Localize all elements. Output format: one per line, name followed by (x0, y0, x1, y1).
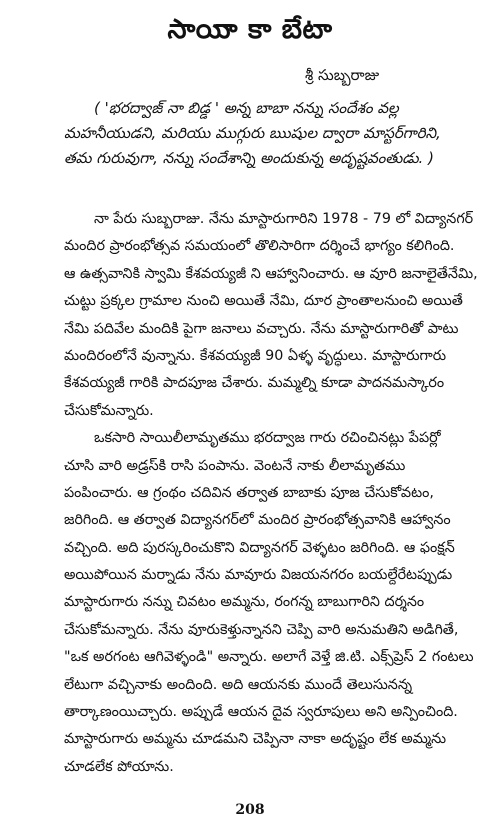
text-line: చేసుకోమన్నారు. నేను వూరుకెళ్తున్నానని చెప్పి వారి అనుమతిని అడిగితే, (64, 621, 459, 638)
text-line: "ఒక అరగంట ఆగివెళ్ళండి" అన్నారు. అలాగే వెళ్తే జి.టి. ఎక్స్‌ప్రెస్ 2 గంటలు (64, 649, 474, 666)
page-number: 208 (235, 802, 265, 818)
text-line: చేసుకోమన్నారు. (64, 402, 154, 419)
text-line: తార్కాణంయిచ్చారు. అప్పుడే ఆయన దైవ స్వరూపులు అని అన్పించింది. (64, 704, 458, 721)
text-line: నేమి పదివేల మందికి పైగా జనాలు వచ్చారు. నేను మాస్టారుగారితో పాటు (64, 320, 459, 337)
text-line: జరిగింది. ఆ తర్వాత విద్యానగర్‌లో మందిర ప్రారంభోత్సవానికి ఆహ్వానం (64, 512, 451, 529)
text-line: మందిరంలోనే వున్నాను. కేశవయ్యజీ 90 ఏళ్ళ వృద్ధులు. మాస్టారుగారు (64, 347, 447, 364)
text-line: చుట్టు ప్రక్కల గ్రామాల నుంచి అయితే నేమి, దూర ప్రాంతాలనుంచి అయితే (64, 293, 463, 310)
text-line: వచ్చింది. అది పురస్కరించుకొని విద్యానగర్ వెళ్ళటం జరిగింది. ఆ ఫంక్షన్ (64, 539, 455, 556)
text-line: మాస్టారుగారు అమ్మను చూడమని చెప్పినా నాకా అదృష్టం లేక అమ్మను (64, 731, 447, 748)
intro-paragraph (64, 96, 484, 171)
text-line: లేటుగా వచ్చినాకు అందింది. అది ఆయనకు ముందే తెలుసునన్న (64, 676, 413, 693)
page-title: సాయిా కా బేటా (167, 14, 333, 45)
text-line: కేశవయ్యజీ గారికి పాదపూజ చేశారు. మమ్మల్ని కూడా పాదనమస్కారం (64, 375, 445, 392)
text-line: ఆ ఉత్సవానికి స్వామి కేశవయ్యజీ ని ఆహ్వానించారు. ఆ వూరి జనాలైతేనేమి, (64, 265, 478, 282)
text-line: మాస్టారుగారు నన్ను చివటం అమ్మను, రంగన్న బాబుగారిని దర్శనం (64, 594, 425, 611)
intro-line: ( 'భరద్వాజ్ నా బిడ్డ ' అన్న బాబా నన్ను సందేశం వల్ల (94, 99, 399, 117)
text-line: పంపించారు. ఆ గ్రంథం చదివిన తర్వాత బాబాకు పూజ చేసుకోవటం, (64, 484, 434, 501)
paragraph-first-line: నా పేరు సుబ్బరాజు. నేను మాస్టారుగారిని 1978 - 79 లో విద్యానగర్ (94, 211, 474, 227)
text-line: మందిర ప్రారంభోత్సవ సమయంలో తొలిసారిగా దర్శించే భాగ్యం కలిగింది. (64, 238, 455, 255)
paragraph-first-line: ఒకసారి సాయిలీలామృతము భరద్వాజ గారు రచించినట్లు పేపర్లో (94, 430, 441, 447)
intro-line: తమ గురువుగా, నన్ను సందేశాన్ని అందుకున్న అదృష్టవంతుడు. ) (64, 149, 434, 167)
author-name: శ్రీ సుబ్బరాజు (305, 66, 380, 84)
text-line: అయిపోయిన మర్నాడు నేను మావూరు విజయనగరం బయల్దేరేటప్పుడు (64, 567, 453, 584)
body-text (64, 206, 484, 781)
text-line: చూడలేక పోయాను. (64, 758, 174, 775)
intro-line: మహనీయుడని, మరియు ముగ్గురు ఋషుల ద్వారా మాస్టర్‌గారిని, (64, 124, 441, 142)
text-line: చూసి వారి అడ్రస్‌కి రాసి పంపాను. వెంటనే నాకు లీలామృతము (64, 457, 406, 474)
